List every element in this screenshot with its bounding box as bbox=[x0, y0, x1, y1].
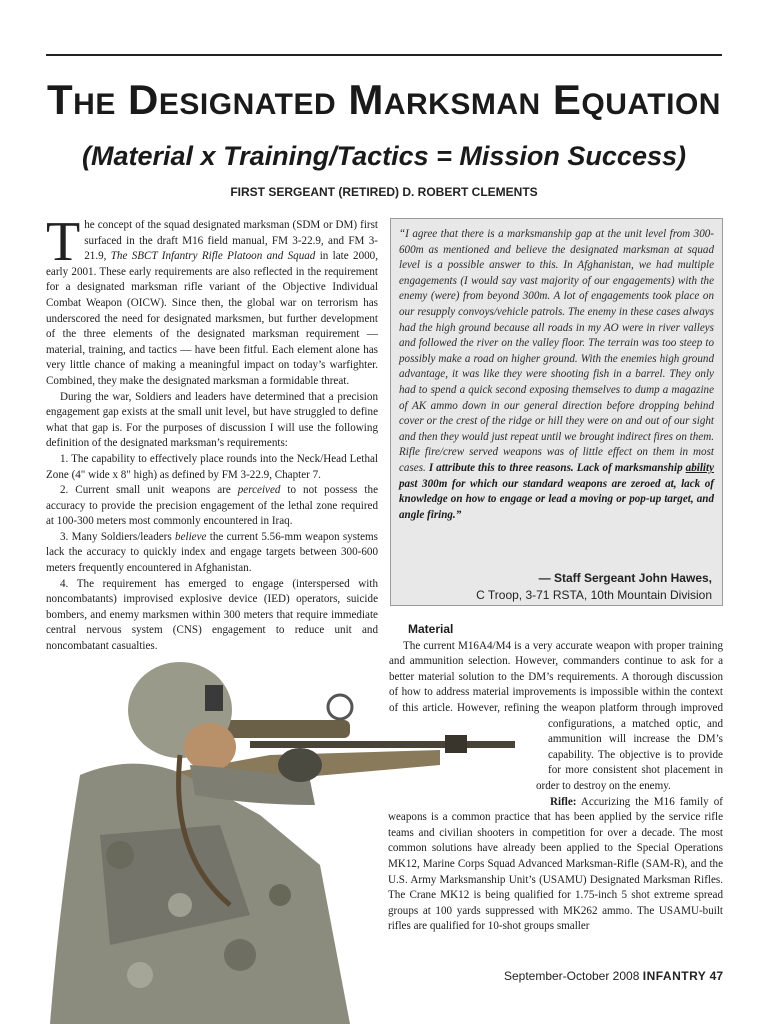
requirement-2: 2. Current small unit weapons are perceived to not possess the accuracy to provide the precision engagement of the lethal zone required at 100-300 meters most commonly encountered in Iraq. bbox=[46, 484, 378, 528]
section-heading-material: Material bbox=[408, 622, 454, 636]
publication-name: INFANTRY bbox=[642, 969, 707, 983]
requirement-4: 4. The requirement has emerged to engage (interspersed with noncombatants) improvised explosive device (IED) operators, suicide bombers, and enemy marksmen within 300 meters that require immediate central nervous system (CNS) engagement to reduce unit and noncombatant casualties. bbox=[46, 577, 378, 653]
paragraph-gap: During the war, Soldiers and leaders have determined that a precision engagement gap exists at the small unit level, but have struggled to define what that gap is. For the purposes of discussion I will use the following definition of the designated marksman’s requirements: bbox=[46, 390, 378, 450]
paragraph-material: The current M16A4/M4 is a very accurate weapon with proper training and ammunition selection. However, commanders continue to ask for a better material solution to the DM’s requirements. A thorough discussion of how to address material improvements is impossible within the context of this article. However, refining the weapon platform through improved configurations, a matched optic, and ammunition will increase the DM’s capability. The objective is to provide for more consistent shot placement in order to destroy on the enemy. bbox=[389, 639, 723, 792]
top-rule bbox=[46, 54, 722, 56]
article-title: THE DESIGNATED MARKSMAN EQUATION bbox=[47, 76, 721, 123]
requirement-3: 3. Many Soldiers/leaders believe the current 5.56-mm weapon systems lack the accuracy to quickly index and engage targets between 300-600 meters frequently encountered in Afghanistan. bbox=[46, 530, 378, 575]
paragraph-intro: The concept of the squad designated marksman (SDM or DM) first surfaced in the draft M16 field manual, FM 3-22.9, and FM 3-21.9, The SBCT Infantry Rifle Platoon and Squad in late 2000, early 2001. These early requirements are also reflected in the requirement for a designated marksman rifle variant of the Objective Individual Combat Weapon (OICW). Since then, the global war on terrorism has underscored the need for designated marksmen, but further development of the three elements of the designated marksman requirement — material, training, and tactics — have been fitful. Each element alone has very little chance of making a meaningful impact on today’s warfighter. Combined, they make the designated marksman a formidable threat. bbox=[46, 211, 378, 387]
scope-cap bbox=[328, 695, 352, 719]
pull-quote-box bbox=[390, 218, 723, 606]
rifle-scope bbox=[225, 720, 350, 738]
pull-quote-text: “I agree that there is a marksmanship gap at the unit level from 300-600m as mentioned and believe the designated marksman at squad level is a possible answer to this. In Afghanistan, we had multiple engagements (I would say vast majority of our engagements) with the enemy (were) from beyond 300m. A lot of engagements took place on our resupply convoys/vehicle patrols. The enemy in these cases always had the high ground because all roads in my AO were in river valleys and followed the river on the valley floor. The terrain was too steep to possibly make a road on higher ground. With the enemies high ground advantage, it was like they were shooting fish in a barrel. They only had to spend a quick second exposing themselves to dump a magazine of AK ammo down in our general direction before dropping behind cover or the crest of the ridge or hill they were on and out of our sight and then they would just repeat until we brought indirect fires on them. Rifle fire/crew served weapons was of little effect on them in most cases. I attribute this to three reasons. Lack of marksmanship ability past 300m for which our standard weapons are zeroed at, lack of knowledge on how to engage or lead a moving or pop-up target, and angle firing.” bbox=[399, 228, 714, 521]
article-subtitle: (Material x Training/Tactics = Mission Success) bbox=[82, 141, 686, 171]
page-footer bbox=[504, 969, 723, 983]
rifle-barrel bbox=[250, 741, 515, 748]
paragraph-rifle: Rifle: Accurizing the M16 family of weapons is a common practice that has been applied by the service rifle teams and civilian shooters in competition for over a decade. The most common solutions have already been applied to the Special Operations MK12, Marine Corps Squad Advanced Marksman-Rifle (SAM-R), and the U.S. Army Marksmanship Unit’s (USAMU) Designated Marksman Rifles. The Crane MK12 is being qualified for 1.75-inch 5 shot extreme spread groups at 100 yards suppressed with MK262 ammo. The USAMU-built rifles are qualified for 10-shot groups smaller bbox=[388, 795, 723, 933]
quote-attribution-name: — Staff Sergeant John Hawes, bbox=[538, 571, 712, 585]
requirement-1: 1. The capability to effectively place rounds into the Neck/Head Lethal Zone (4" wide x 8" high) as defined by FM 3-22.9, Chapter 7. bbox=[46, 452, 378, 481]
night-vision-mount bbox=[205, 685, 223, 711]
issue-date: September-October 2008 bbox=[503, 969, 640, 983]
muzzle-device bbox=[445, 735, 467, 753]
left-column bbox=[46, 211, 378, 655]
glove bbox=[278, 748, 322, 782]
soldier-photo bbox=[20, 655, 520, 1024]
drop-cap: T bbox=[46, 211, 81, 273]
face bbox=[184, 723, 236, 771]
quote-attribution-unit: C Troop, 3-71 RSTA, 10th Mountain Division bbox=[476, 588, 712, 602]
author-byline: FIRST SERGEANT (RETIRED) D. ROBERT CLEMENTS bbox=[230, 185, 538, 199]
page-number: 47 bbox=[709, 969, 723, 983]
